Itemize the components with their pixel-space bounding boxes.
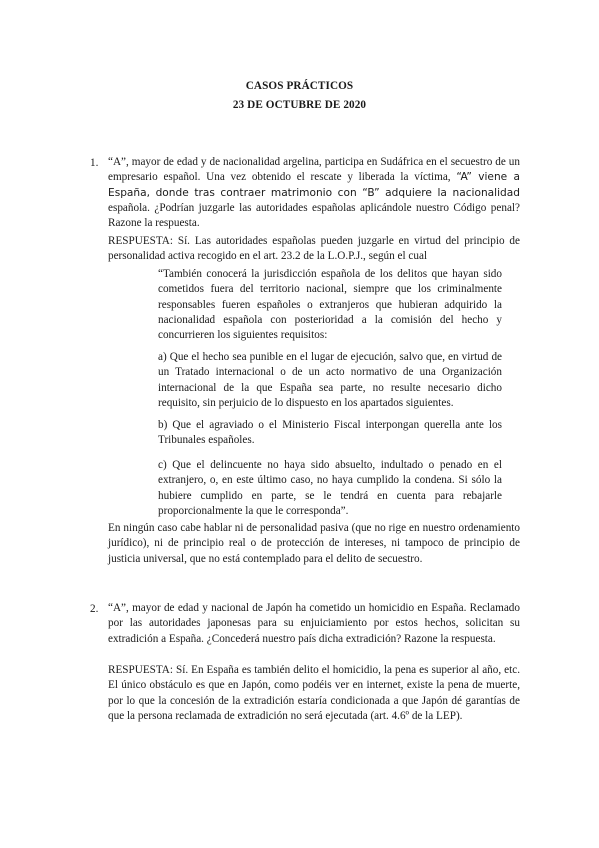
case-1-number: 1. bbox=[90, 157, 99, 169]
case-1-quote-item-a: a) Que el hecho sea punible en el lugar de ejecución, salvo que, en virtud de un Tratado internacional o de un acto normativo de una Organización internacional de la que España sea parte, no resulte necesario dicho requisito, sin perjuicio de lo dispuesto en los apartados siguientes. bbox=[158, 351, 502, 409]
case-1-answer: RESPUESTA: Sí. Las autoridades españolas pueden juzgarle en virtud del principio de personalidad activa recogido en el art. 23.2 de la L.O.P.J., según el cual bbox=[108, 235, 520, 263]
document-date: 23 DE OCTUBRE DE 2020 bbox=[232, 99, 367, 111]
case-1-question-part-c: española. ¿Podrían juzgarle las autoridades españolas aplicándole nuestro Código penal? Razone la respuesta. bbox=[108, 201, 520, 230]
case-1-quote-item-b: b) Que el agraviado o el Ministerio Fiscal interpongan querella ante los Tribunales españoles. bbox=[158, 419, 502, 447]
case-2-question: “A”, mayor de edad y nacional de Japón ha cometido un homicidio en España. Reclamado por las autoridades japonesas para su enjuiciamiento por estos hechos, solicitan su extradición a España. ¿Concederá nuestro país dicha extradición? Razone la respuesta. bbox=[108, 602, 520, 645]
case-2-answer: RESPUESTA: Sí. En España es también delito el homicidio, la pena es superior al año, etc. El único obstáculo es que en Japón, como podéis ver en internet, existe la pena de muerte, por lo que la concesión de la extradición estaría condicionada a que Japón dé garantías de que la persona reclamada de extradición no será ejecutada (art. 4.6º de la LEP). bbox=[108, 664, 520, 722]
case-1-question bbox=[108, 155, 520, 231]
case-1-conclusion: En ningún caso cabe hablar ni de personalidad pasiva (que no rige en nuestro ordenamiento jurídico), ni de principio real o de protección de intereses, ni tampoco de principio de justicia universal, que no está contemplado para el delito de secuestro. bbox=[108, 522, 520, 565]
case-1-quote-intro: “También conocerá la jurisdicción española de los delitos que hayan sido cometidos fuera del territorio nacional, siempre que los criminalmente responsables fueren españoles o extranjeros que hubieran adquirido la nacionalidad española con posterioridad a la comisión del hecho y concurrieren los siguientes requisitos: bbox=[158, 268, 502, 342]
case-1-quote-item-c: c) Que el delincuente no haya sido absuelto, indultado o penado en el extranjero, o, en este último caso, no haya cumplido la condena. Si sólo la hubiere cumplido en parte, se le tendrá en cuenta para rebajarle proporcionalmente la que le corresponda”. bbox=[158, 459, 502, 517]
case-2-number: 2. bbox=[90, 603, 99, 615]
case-1-question-part-a: “A”, mayor de edad y de nacionalidad argelina, participa en Sudáfrica en el secuestro de un empresario español. Una vez obtenido el rescate y liberada la víctima, bbox=[108, 156, 520, 184]
case-1-question-part-b: “A” viene a España, donde tras contraer matrimonio con “B” adquiere la nacionalidad bbox=[108, 171, 520, 199]
document-title: CASOS PRÁCTICOS bbox=[245, 80, 354, 92]
